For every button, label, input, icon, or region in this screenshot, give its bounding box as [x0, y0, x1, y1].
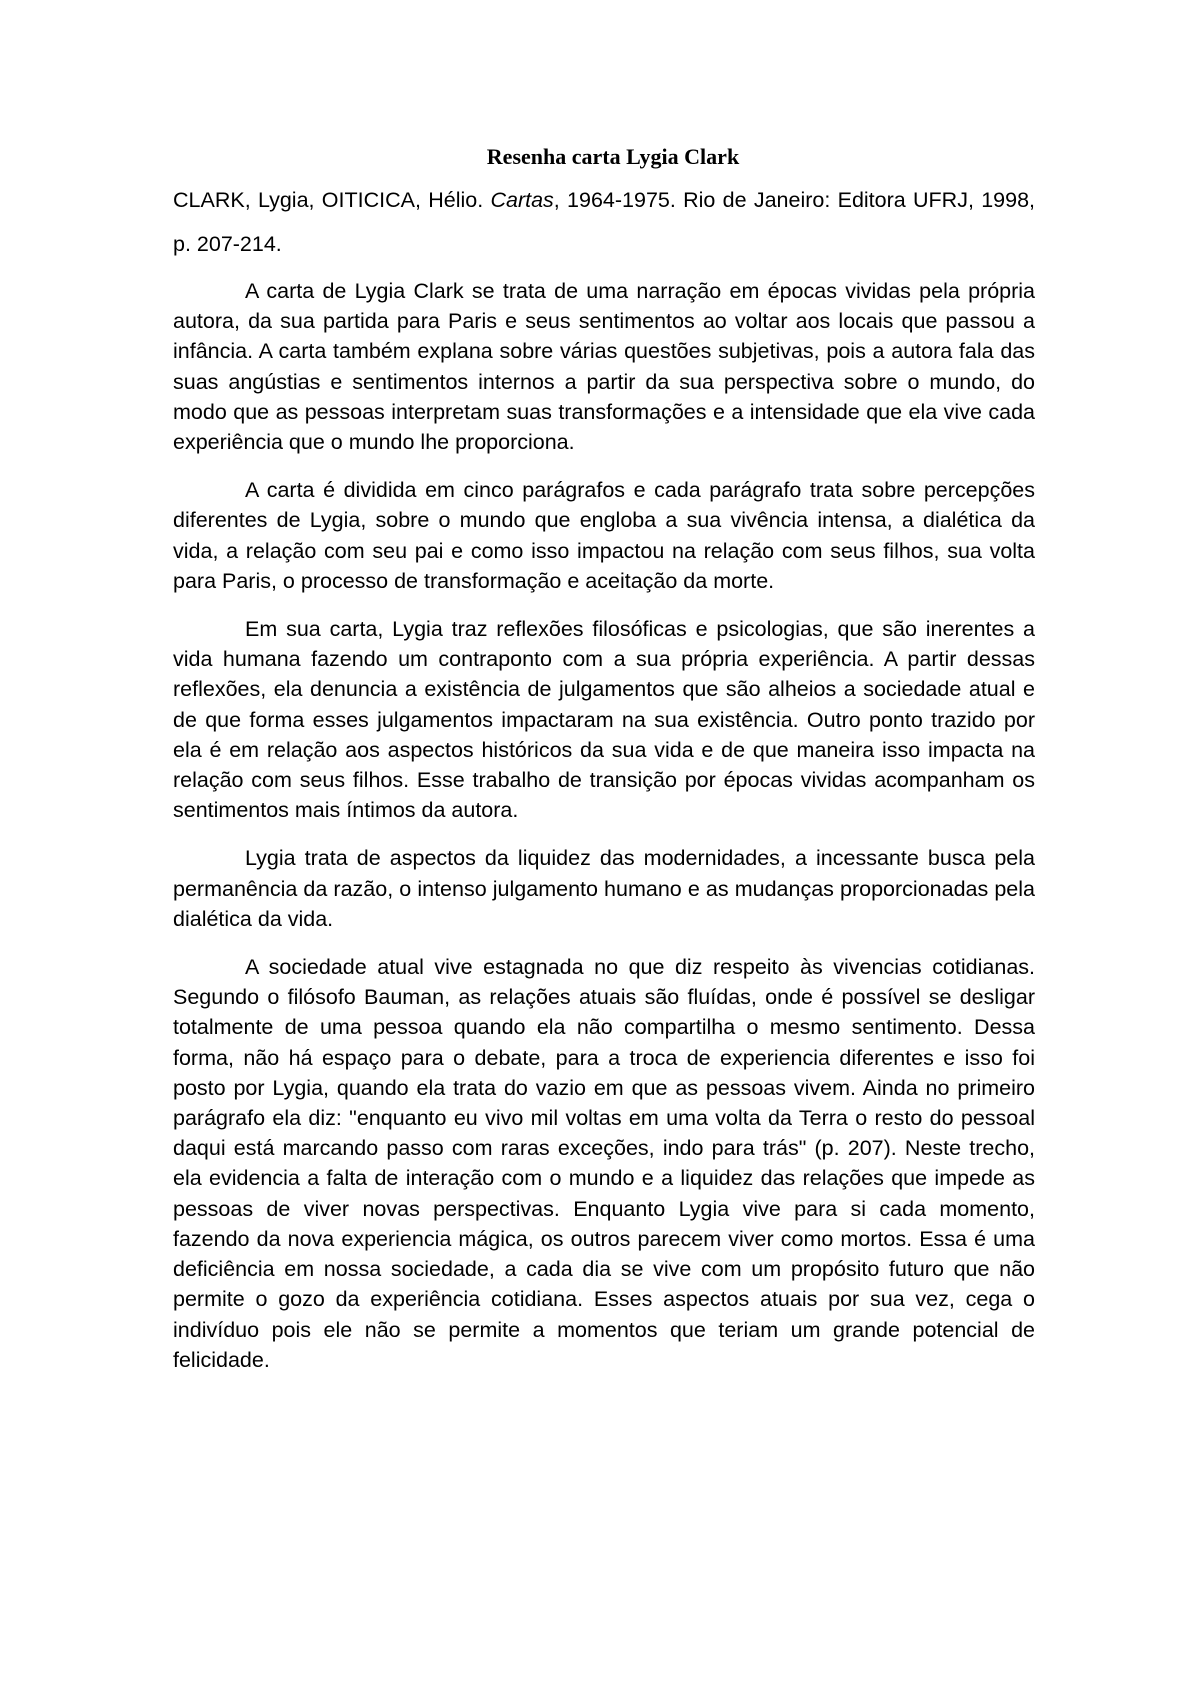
reference-details: , 1964-1975. Rio de Janeiro: Editora UFRJ, 1998, p. 207-214. [173, 188, 1036, 256]
document-page [173, 140, 1035, 1393]
reference-work-title: Cartas [490, 188, 554, 212]
document-title: Resenha carta Lygia Clark [486, 144, 740, 169]
paragraph-1: A carta de Lygia Clark se trata de uma narração em épocas vividas pela própria autora, da sua partida para Paris e seus sentimentos ao voltar aos locais que passou a infância. A carta também explana sobre várias questões subjetivas, pois a autora fala das suas angústias e sentimentos internos a partir da sua perspectiva sobre o mundo, do modo que as pessoas interpretam suas transformações e a intensidade que ela vive cada experiência que o mundo lhe proporciona. [173, 279, 1035, 455]
review-body [173, 276, 1035, 1375]
bibliographic-reference [173, 178, 1035, 266]
paragraph-4: Lygia trata de aspectos da liquidez das modernidades, a incessante busca pela permanência da razão, o intenso julgamento humano e as mudanças proporcionadas pela dialética da vida. [173, 846, 1035, 931]
paragraph-2: A carta é dividida em cinco parágrafos e cada parágrafo trata sobre percepções diferentes de Lygia, sobre o mundo que engloba a sua vivência intensa, a dialética da vida, a relação com seu pai e como isso impactou na relação com seus filhos, sua volta para Paris, o processo de transformação e aceitação da morte. [173, 478, 1035, 593]
reference-authors: CLARK, Lygia, OITICICA, Hélio. [173, 188, 491, 212]
paragraph-5: A sociedade atual vive estagnada no que diz respeito às vivencias cotidianas. Segundo o filósofo Bauman, as relações atuais são fluídas, onde é possível se desligar totalmente de uma pessoa quando ela não compartilha o mesmo sentimento. Dessa forma, não há espaço para o debate, para a troca de experiencia diferentes e isso foi posto por Lygia, quando ela trata do vazio em que as pessoas vivem. Ainda no primeiro parágrafo ela diz: "enquanto eu vivo mil voltas em uma volta da Terra o resto do pessoal daqui está marcando passo com raras exceções, indo para trás" (p. 207). Neste trecho, ela evidencia a falta de interação com o mundo e a liquidez das relações que impede as pessoas de viver novas perspectivas. Enquanto Lygia vive para si cada momento, fazendo da nova experiencia mágica, os outros parecem viver como mortos. Essa é uma deficiência em nossa sociedade, a cada dia se vive com um propósito futuro que não permite o gozo da experiência cotidiana. Esses aspectos atuais por sua vez, cega o indivíduo pois ele não se permite a momentos que teriam um grande potencial de felicidade. [173, 955, 1035, 1372]
paragraph-3: Em sua carta, Lygia traz reflexões filosóficas e psicologias, que são inerentes a vida humana fazendo um contraponto com a sua própria experiência. A partir dessas reflexões, ela denuncia a existência de julgamentos que são alheios a sociedade atual e de que forma esses julgamentos impactaram na sua existência. Outro ponto trazido por ela é em relação aos aspectos históricos da sua vida e de que maneira isso impacta na relação com seus filhos. Esse trabalho de transição por épocas vividas acompanham os sentimentos mais íntimos da autora. [173, 617, 1035, 823]
